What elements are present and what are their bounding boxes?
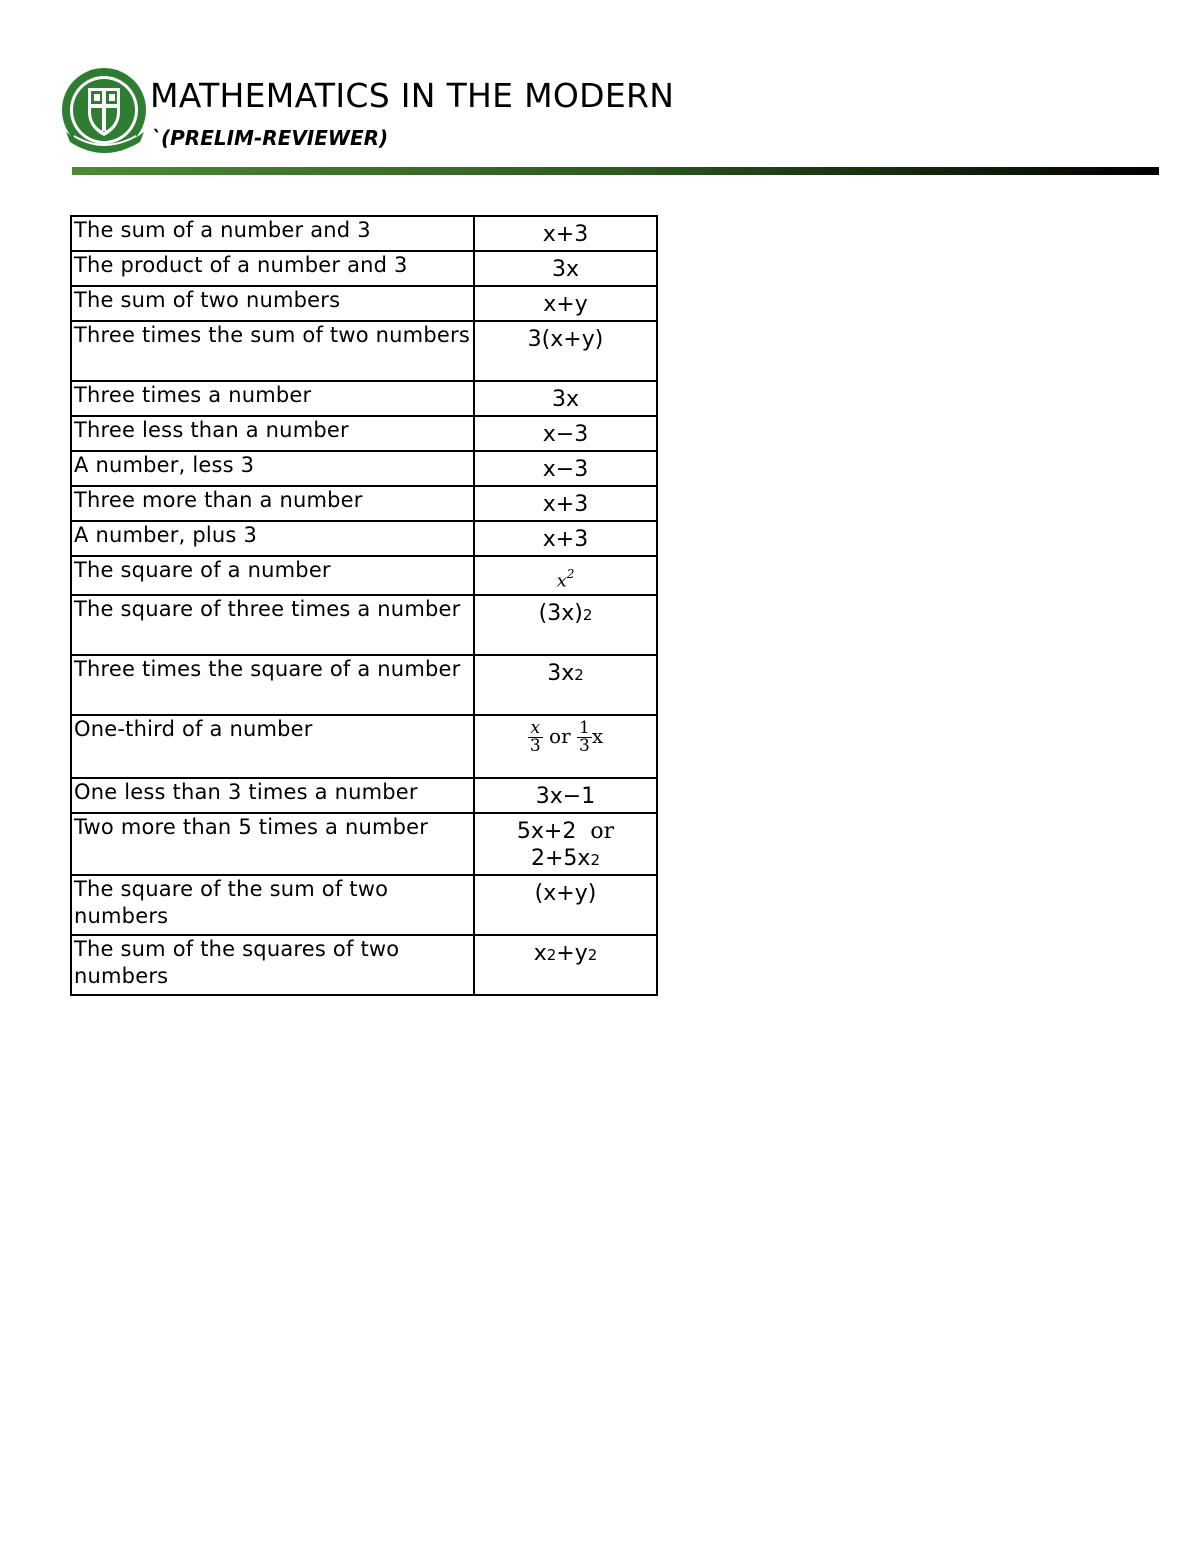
expression-exponent: 2 — [566, 567, 575, 581]
phrase-cell: The square of three times a number — [71, 595, 474, 655]
fraction-variable: x — [591, 724, 604, 749]
table-row — [71, 416, 657, 451]
expression-cell: x+3 — [474, 521, 657, 556]
table-row — [71, 451, 657, 486]
expression-exponent: 2 — [582, 606, 593, 625]
phrase-cell: Three times the sum of two numbers — [71, 321, 474, 381]
table-row — [71, 875, 657, 935]
fraction-x-over-3 — [528, 720, 543, 755]
expression-cell: x−3 — [474, 416, 657, 451]
table-row — [71, 216, 657, 251]
table-row — [71, 778, 657, 813]
expression-cell: 3x — [474, 381, 657, 416]
table-row — [71, 381, 657, 416]
table-row — [71, 251, 657, 286]
expression-base: x — [556, 570, 567, 592]
table-row — [71, 321, 657, 381]
expression-cell: 3(x+y) — [474, 321, 657, 381]
expression-cell — [474, 595, 657, 655]
phrase-cell: A number, less 3 — [71, 451, 474, 486]
university-seal-logo — [60, 66, 150, 158]
table-row — [71, 715, 657, 778]
header-divider — [72, 167, 1159, 175]
expression-cell: x+y — [474, 286, 657, 321]
phrase-cell: A number, plus 3 — [71, 521, 474, 556]
expression-cell: x+3 — [474, 216, 657, 251]
phrase-cell: One-third of a number — [71, 715, 474, 778]
table-row — [71, 813, 657, 875]
table-row — [71, 655, 657, 715]
verbal-to-algebraic-table — [70, 215, 658, 996]
fraction-numerator: x — [528, 720, 543, 738]
fraction-numerator: 1 — [579, 718, 590, 739]
expression-cell — [474, 556, 657, 595]
phrase-cell: The square of a number — [71, 556, 474, 595]
fraction-denominator: 3 — [529, 736, 541, 757]
phrase-cell: The square of the sum of two numbers — [71, 875, 474, 935]
phrase-cell: Two more than 5 times a number — [71, 813, 474, 875]
phrase-cell: Three times a number — [71, 381, 474, 416]
fraction-one-third — [577, 720, 592, 755]
phrase-cell: Three more than a number — [71, 486, 474, 521]
expression-line-2: 2+5x2 — [531, 846, 600, 872]
expression-cell — [474, 813, 657, 875]
fraction-denominator: 3 — [579, 736, 590, 757]
table-row — [71, 521, 657, 556]
document-subtitle: `(PRELIM-REVIEWER) — [151, 126, 389, 150]
expression-cell: 3x−1 — [474, 778, 657, 813]
phrase-cell: The sum of a number and 3 — [71, 216, 474, 251]
expression-cell: x2+y2 — [474, 935, 657, 995]
expression-cell: (x+y) — [474, 875, 657, 935]
expression-cell: 3x — [474, 251, 657, 286]
phrase-cell: The sum of two numbers — [71, 286, 474, 321]
phrase-cell: Three times the square of a number — [71, 655, 474, 715]
expression-line-1: 5x+2 or — [516, 819, 615, 845]
phrase-cell: One less than 3 times a number — [71, 778, 474, 813]
expression-exponent: 2 — [574, 666, 584, 685]
or-word: or — [549, 724, 571, 749]
expression-cell — [474, 715, 657, 778]
expression-cell — [474, 655, 657, 715]
phrase-cell: The product of a number and 3 — [71, 251, 474, 286]
expression-base: (3x) — [538, 601, 583, 627]
table-row — [71, 935, 657, 995]
table-row — [71, 486, 657, 521]
table-row — [71, 286, 657, 321]
expression-cell: x−3 — [474, 451, 657, 486]
expression-base: 3x — [547, 661, 575, 687]
expression-cell: x+3 — [474, 486, 657, 521]
document-title: MATHEMATICS IN THE MODERN — [150, 76, 675, 115]
phrase-cell: Three less than a number — [71, 416, 474, 451]
table-row — [71, 595, 657, 655]
phrase-cell: The sum of the squares of two numbers — [71, 935, 474, 995]
document-header — [60, 66, 1160, 176]
fraction-expression — [528, 720, 603, 755]
table-row — [71, 556, 657, 595]
